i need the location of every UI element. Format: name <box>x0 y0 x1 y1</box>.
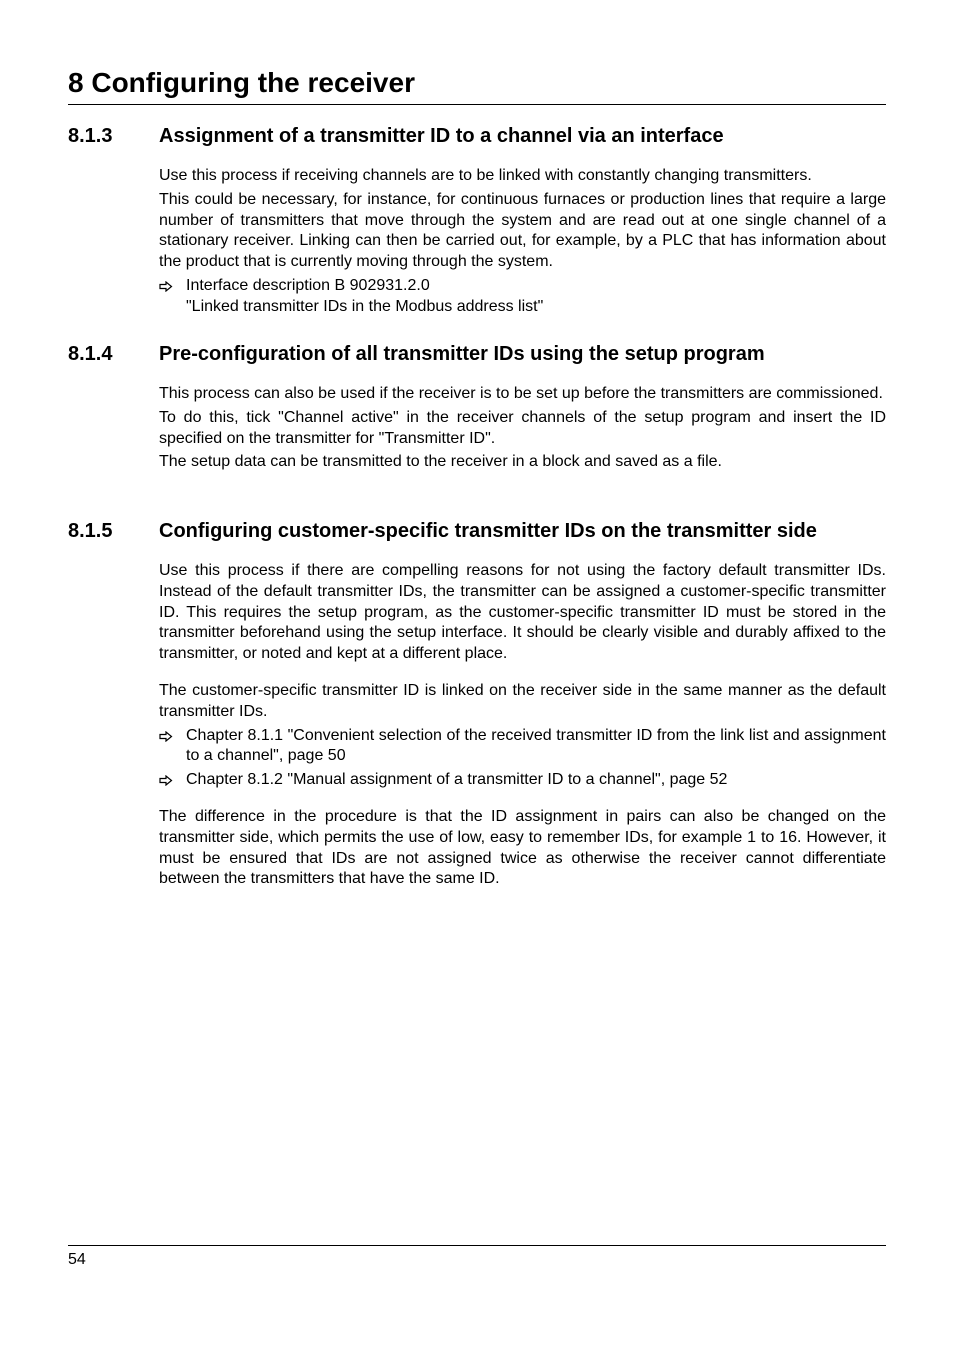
section-number: 8.1.5 <box>68 520 113 542</box>
section-heading-8-1-4 <box>68 342 898 366</box>
section-title: Pre-configuration of all transmitter IDs using the setup program <box>159 343 765 365</box>
reference-text: Chapter 8.1.2 "Manual assignment of a transmitter ID to a channel", page 52 <box>186 771 728 789</box>
paragraph: To do this, tick "Channel active" in the receiver channels of the setup program and insert the ID specified on the transmitter for "Transmitter ID". <box>159 408 886 447</box>
paragraph: Use this process if receiving channels are to be linked with constantly changing transmitters. <box>159 167 812 184</box>
outline-right-arrow-icon <box>159 726 177 742</box>
paragraph: This could be necessary, for instance, for continuous furnaces or production lines that require a large number of transmitters that move through the system and are read out at one single channel of a stationary receiver. Linking can then be carried out, for example, by a PLC that has information about the product that is currently moving through the system. <box>159 190 886 271</box>
header-rule <box>68 104 886 105</box>
outline-right-arrow-icon <box>159 770 177 786</box>
section-number: 8.1.3 <box>68 125 113 147</box>
paragraph: The setup data can be transmitted to the receiver in a block and saved as a file. <box>159 453 722 471</box>
chapter-title: 8 Configuring the receiver <box>68 67 415 98</box>
reference-text: Interface description B 902931.2.0 <box>186 276 430 294</box>
section-heading-8-1-3 <box>68 124 898 148</box>
outline-right-arrow-icon <box>159 276 177 292</box>
reference-item <box>159 770 886 791</box>
reference-text: Chapter 8.1.1 "Convenient selection of the received transmitter ID from the link list and assignment to a channel", page 50 <box>186 726 886 765</box>
section-body-8-1-4 <box>159 384 886 476</box>
reference-item <box>159 276 886 318</box>
paragraph: Use this process if there are compelling reasons for not using the factory default transmitter IDs. Instead of the default transmitter IDs, the transmitter can be assigned a customer-specific transmitter ID. This requires the setup program, as the customer-specific transmitter ID must be stored in the transmitter beforehand using the setup interface. It should be clearly visible and durably affixed to the transmitter, or noted and kept at a different place. <box>159 562 886 663</box>
reference-text: "Linked transmitter IDs in the Modbus address list" <box>186 297 544 315</box>
paragraph: This process can also be used if the receiver is to be set up before the transmitters are commissioned. <box>159 385 883 402</box>
page-number: 54 <box>68 1251 86 1268</box>
section-number: 8.1.4 <box>68 343 113 365</box>
paragraph: The difference in the procedure is that the ID assignment in pairs can also be changed on the transmitter side, which permits the use of low, easy to remember IDs, for example 1 to 16. However, it must be ensured that IDs are not assigned twice as otherwise the receiver cannot differentiate between the transmitters that have the same ID. <box>159 807 886 888</box>
section-heading-8-1-5 <box>68 519 898 543</box>
section-body-8-1-5 <box>159 561 886 893</box>
section-title: Configuring customer-specific transmitter IDs on the transmitter side <box>159 520 817 542</box>
reference-item <box>159 726 886 768</box>
section-body-8-1-3 <box>159 166 886 321</box>
section-title: Assignment of a transmitter ID to a channel via an interface <box>159 125 724 147</box>
footer-rule <box>68 1245 886 1246</box>
paragraph: The customer-specific transmitter ID is linked on the receiver side in the same manner as the default transmitter IDs. <box>159 681 886 720</box>
